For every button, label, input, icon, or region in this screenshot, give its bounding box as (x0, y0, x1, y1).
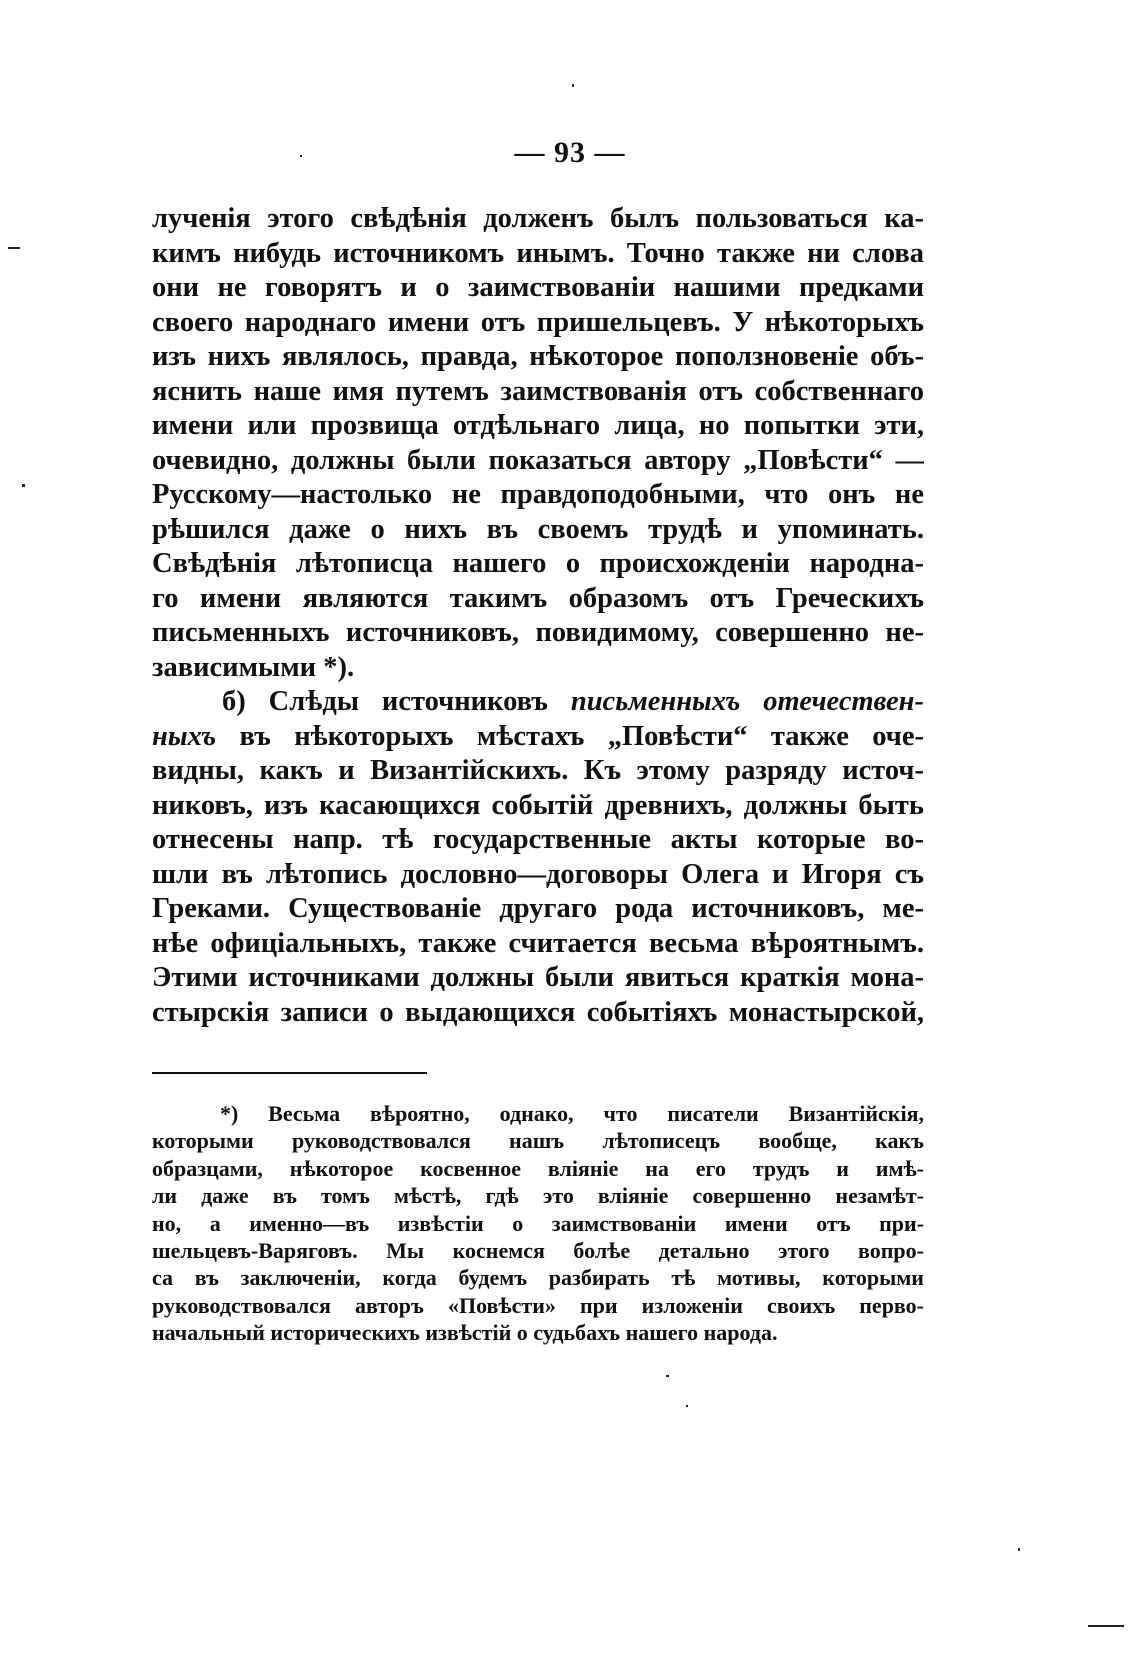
text-line: стырскія записи о выдающихся событіяхъ монастырской, (152, 996, 924, 1028)
text-line: кимъ нибудь источникомъ инымъ. Точно также ни слова (152, 237, 924, 269)
text-line: письменныхъ источниковъ, повидимому, совершенно не- (152, 617, 924, 648)
text-line: го имени являются такимъ образомъ отъ Греческихъ (152, 582, 924, 614)
footnote-line: ли даже въ томъ мѣстѣ, гдѣ это вліяніе совершенно незамѣт- (152, 1183, 924, 1209)
text-line: имени или прозвища отдѣльнаго лица, но попытки эти, (152, 410, 924, 441)
italic-phrase: письменныхъ отечествен- (570, 686, 924, 717)
scan-speck (22, 484, 25, 487)
scan-speck (686, 1405, 688, 1407)
paragraph-prefix: б) Слѣды источниковъ (222, 686, 548, 717)
footnote-line: но, а именно—въ извѣстіи о заимствованіи имени отъ при- (152, 1210, 924, 1236)
text-line (152, 720, 924, 755)
footnote-line: которыми руководствовался нашъ лѣтописецъ вообще, какъ (152, 1128, 924, 1154)
text-line: отнесены напр. тѣ государственные акты которые во- (152, 824, 924, 855)
text-line: рѣшился даже о нихъ въ своемъ трудѣ и упоминать. (152, 513, 924, 545)
text-line: своего народнаго имени отъ пришельцевъ. У нѣкоторыхъ (152, 306, 924, 338)
main-text (152, 202, 924, 1030)
text-line: никовъ, изъ касающихся событій древнихъ, должны быть (152, 789, 924, 821)
page-number: — 93 — (514, 136, 626, 169)
italic-phrase: ныхъ (152, 720, 217, 752)
footnote (152, 1100, 924, 1347)
footnote-line: *) Весьма вѣроятно, однако, что писатели Византійскія, (220, 1101, 924, 1126)
text-line: очевидно, должны были показаться автору „Повѣсти“ — (152, 444, 924, 476)
footnote-line: образцами, нѣкоторое косвенное вліяніе на его трудъ и имѣ- (152, 1155, 924, 1181)
scan-speck (572, 84, 574, 87)
text-line: Этими источниками должны были явиться краткія мона- (152, 962, 924, 993)
text-line: лученія этого свѣдѣнія долженъ былъ пользоваться ка- (152, 203, 924, 234)
text-line: Свѣдѣнія лѣтописца нашего о происхожденіи народна- (152, 548, 924, 579)
text-line: зависимыми *). (152, 651, 355, 683)
footnote-line: начальный историческихъ извѣстій о судьбахъ нашего народа. (152, 1320, 778, 1346)
text-line: нѣе офиціальныхъ, также считается весьма вѣроятнымъ. (152, 927, 924, 959)
text-line: видны, какъ и Византійскихъ. Къ этому разряду источ- (152, 755, 924, 786)
scan-mark (1088, 1625, 1124, 1627)
paragraph-start-line (152, 685, 924, 720)
text-line: Греками. Существованіе другаго рода источниковъ, ме- (152, 893, 924, 924)
text-line: шли въ лѣтопись дословно—договоры Олега и Игоря съ (152, 858, 924, 890)
scan-mark (8, 247, 20, 249)
scan-speck (300, 155, 302, 157)
footnote-line: са въ заключеніи, когда будемъ разбирать тѣ мотивы, которыми (152, 1265, 924, 1291)
scan-speck (666, 1375, 669, 1377)
footnote-divider (152, 1072, 427, 1074)
text-line: они не говорятъ и о заимствованіи нашими предками (152, 272, 924, 303)
text-fragment: въ нѣкоторыхъ мѣстахъ „Повѣсти“ также оче- (239, 720, 924, 752)
text-line: изъ нихъ являлось, правда, нѣкоторое поползновеніе объ- (152, 341, 924, 372)
scan-speck (1018, 1548, 1020, 1551)
text-line: яснить наше имя путемъ заимствованія отъ собственнаго (152, 375, 924, 407)
footnote-line: шельцевъ-Варяговъ. Мы коснемся болѣе детально этого вопро- (152, 1237, 924, 1263)
footnote-line: руководствовался авторъ «Повѣсти» при изложеніи своихъ перво- (152, 1292, 924, 1318)
text-line: Русскому—настолько не правдоподобными, что онъ не (152, 479, 924, 510)
